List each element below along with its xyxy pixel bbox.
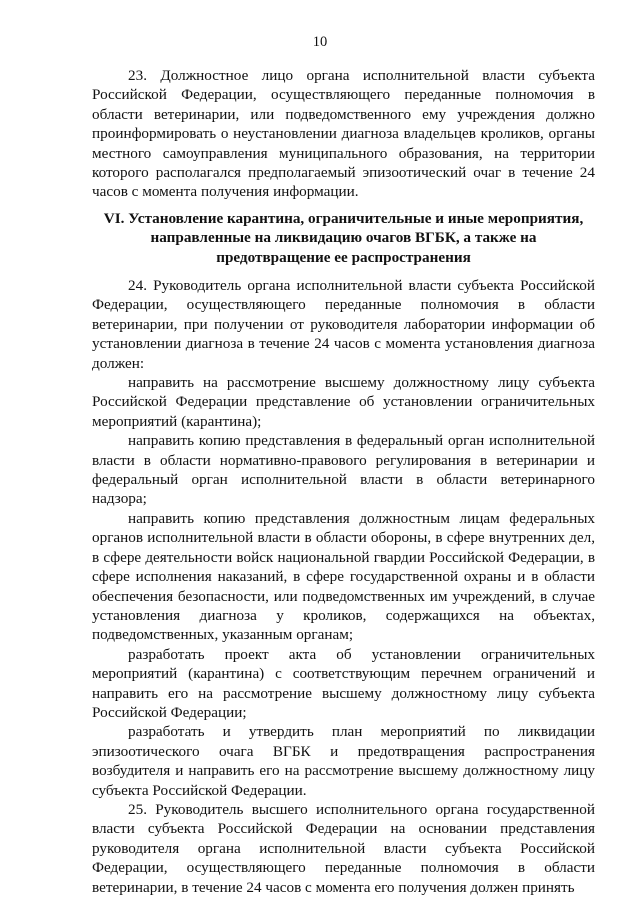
clause-24-item: разработать проект акта об установлении ограничительных мероприятий (карантина) с соответствующим перечнем ограничений и направить его на рассмотрение высшему должностному лицу субъекта Российской Федерации; — [92, 645, 595, 721]
page-number: 10 — [312, 34, 328, 50]
clause-23-block — [92, 66, 595, 202]
clause-24-block — [92, 276, 595, 897]
clause-24-item: разработать и утвердить план мероприятий по ликвидации эпизоотического очага ВГБК и предотвращения распространения возбудителя и направить его на рассмотрение высшему должностному лицу субъекта Российской Федерации. — [92, 723, 595, 799]
clause-24-item: направить копию представления должностным лицам федеральных органов исполнительной власти в области обороны, в сфере внутренних дел, в сфере деятельности войск национальной гвардии Российской Федерации, в сфере исполнения наказаний, в сфере государственной охраны и в области обеспечения безопасности, или подведомственных им учреждений, в случае установления диагноза у кроликов, содержащихся на объектах, подведомственных, указанным органам; — [92, 509, 595, 644]
clause-24-item: направить на рассмотрение высшему должностному лицу субъекта Российской Федерации представление об установлении ограничительных мероприятий (карантина); — [92, 374, 595, 430]
clause-25-paragraph: 25. Руководитель высшего исполнительного органа государственной власти субъекта Российской Федерации на основании представления руководителя органа исполнительной власти субъекта Российской Федерации, осуществляющего переданные полномочия в области ветеринарии, в течение 24 часов с момента его получения должен принять — [92, 800, 595, 896]
section-heading-block — [92, 209, 595, 267]
clause-23-paragraph: 23. Должностное лицо органа исполнительной власти субъекта Российской Федерации, осуществляющего переданные полномочия в области ветеринарии, или подведомственного ему учреждения должно проинформировать о неустановлении диагноза владельцев кроликов, органы местного самоуправления муниципального образования, на территории которого располагался предполагаемый эпизоотический очаг в течение 24 часов с момента получения информации. — [92, 67, 595, 201]
section-heading: VI. Установление карантина, ограничительные и иные мероприятия, направленные на ликвидацию очагов ВГБК, а также на предотвращение ее распространения — [103, 210, 584, 266]
clause-24-item: направить копию представления в федеральный орган исполнительной власти в области нормативно-правового регулирования в ветеринарии и федеральный орган исполнительной власти в области ветеринарного надзора; — [92, 432, 595, 508]
clause-24-intro: 24. Руководитель органа исполнительной власти субъекта Российской Федерации, осуществляющего переданные полномочия в области ветеринарии, при получении от руководителя лаборатории информации об установлении диагноза в течение 24 часов с момента установления диагноза должен: — [92, 277, 595, 372]
